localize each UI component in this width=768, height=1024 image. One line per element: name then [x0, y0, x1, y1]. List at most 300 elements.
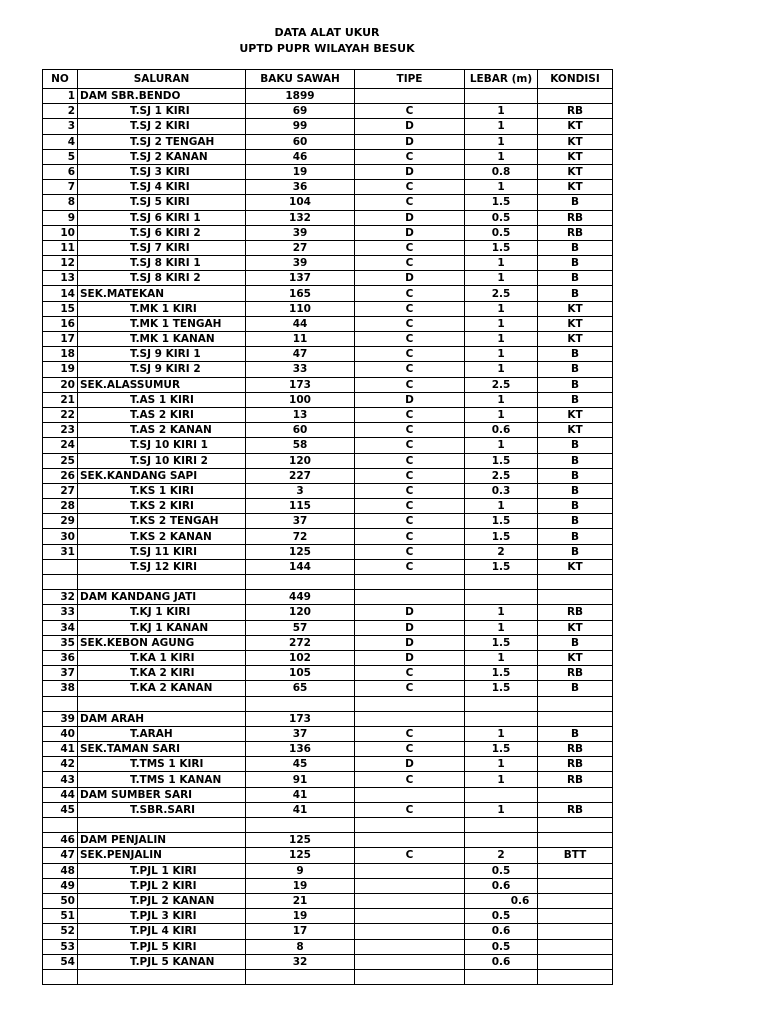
cell-baku-sawah	[246, 696, 355, 711]
table-row	[43, 605, 613, 620]
cell-baku-sawah: 8	[246, 939, 355, 954]
cell-no: 35	[43, 635, 78, 650]
cell-no: 12	[43, 256, 78, 271]
cell-baku-sawah: 9	[246, 863, 355, 878]
cell-kondisi	[538, 89, 613, 104]
cell-baku-sawah	[246, 818, 355, 833]
cell-saluran: T.SJ 9 KIRI 1	[78, 347, 246, 362]
cell-tipe: C	[355, 286, 465, 301]
cell-lebar: 0.5	[465, 939, 538, 954]
cell-lebar: 1	[465, 772, 538, 787]
cell-kondisi: KT	[538, 301, 613, 316]
cell-no: 23	[43, 423, 78, 438]
cell-tipe	[355, 818, 465, 833]
cell-lebar: 2	[465, 848, 538, 863]
table-row	[43, 89, 613, 104]
cell-saluran	[78, 969, 246, 984]
table-row	[43, 863, 613, 878]
table-row	[43, 468, 613, 483]
cell-saluran: T.KJ 1 KIRI	[78, 605, 246, 620]
cell-saluran: T.SJ 8 KIRI 2	[78, 271, 246, 286]
cell-tipe: C	[355, 848, 465, 863]
cell-saluran: T.KS 2 TENGAH	[78, 514, 246, 529]
cell-tipe	[355, 590, 465, 605]
cell-lebar: 2.5	[465, 286, 538, 301]
cell-kondisi	[538, 939, 613, 954]
table-row	[43, 681, 613, 696]
cell-kondisi: RB	[538, 104, 613, 119]
cell-lebar: 0.5	[465, 210, 538, 225]
cell-lebar: 1	[465, 180, 538, 195]
cell-tipe: D	[355, 620, 465, 635]
cell-baku-sawah: 60	[246, 134, 355, 149]
cell-baku-sawah: 21	[246, 893, 355, 908]
cell-lebar: 1.5	[465, 681, 538, 696]
cell-kondisi: B	[538, 377, 613, 392]
cell-lebar: 2.5	[465, 377, 538, 392]
cell-baku-sawah: 44	[246, 316, 355, 331]
cell-tipe: C	[355, 104, 465, 119]
table-row	[43, 909, 613, 924]
cell-tipe: C	[355, 468, 465, 483]
cell-lebar: 2.5	[465, 468, 538, 483]
cell-no: 45	[43, 802, 78, 817]
cell-lebar: 1	[465, 347, 538, 362]
cell-lebar: 0.3	[465, 483, 538, 498]
cell-saluran	[78, 575, 246, 590]
cell-lebar: 0.5	[465, 863, 538, 878]
cell-tipe: C	[355, 681, 465, 696]
cell-baku-sawah: 110	[246, 301, 355, 316]
cell-lebar	[465, 590, 538, 605]
table-row	[43, 924, 613, 939]
cell-lebar: 1.5	[465, 453, 538, 468]
cell-saluran: T.SBR.SARI	[78, 802, 246, 817]
cell-baku-sawah: 39	[246, 256, 355, 271]
cell-no: 29	[43, 514, 78, 529]
cell-baku-sawah: 125	[246, 833, 355, 848]
cell-kondisi: B	[538, 392, 613, 407]
cell-baku-sawah: 36	[246, 180, 355, 195]
table-row	[43, 104, 613, 119]
table-header-row	[43, 70, 613, 89]
cell-kondisi: KT	[538, 620, 613, 635]
table-row	[43, 893, 613, 908]
column-header-lebar: LEBAR (m)	[465, 70, 538, 89]
cell-kondisi: B	[538, 529, 613, 544]
cell-tipe	[355, 878, 465, 893]
cell-no: 46	[43, 833, 78, 848]
cell-no: 15	[43, 301, 78, 316]
cell-no	[43, 696, 78, 711]
cell-no: 13	[43, 271, 78, 286]
cell-lebar: 1	[465, 757, 538, 772]
cell-kondisi: B	[538, 483, 613, 498]
cell-baku-sawah	[246, 575, 355, 590]
cell-tipe: C	[355, 438, 465, 453]
cell-saluran: T.SJ 9 KIRI 2	[78, 362, 246, 377]
table-row	[43, 483, 613, 498]
table-row	[43, 559, 613, 574]
table-row	[43, 575, 613, 590]
cell-tipe: C	[355, 726, 465, 741]
table-body	[43, 89, 613, 985]
cell-saluran: DAM KANDANG JATI	[78, 590, 246, 605]
cell-saluran: T.SJ 4 KIRI	[78, 180, 246, 195]
cell-baku-sawah: 173	[246, 377, 355, 392]
cell-lebar: 1.5	[465, 240, 538, 255]
cell-lebar	[465, 696, 538, 711]
column-header-saluran: SALURAN	[78, 70, 246, 89]
cell-baku-sawah: 17	[246, 924, 355, 939]
cell-saluran: T.KS 2 KIRI	[78, 499, 246, 514]
cell-no: 54	[43, 954, 78, 969]
cell-tipe: D	[355, 225, 465, 240]
cell-tipe	[355, 711, 465, 726]
cell-kondisi: B	[538, 453, 613, 468]
cell-kondisi: RB	[538, 772, 613, 787]
cell-baku-sawah: 137	[246, 271, 355, 286]
cell-no: 49	[43, 878, 78, 893]
cell-kondisi: RB	[538, 742, 613, 757]
cell-no: 9	[43, 210, 78, 225]
cell-saluran: DAM ARAH	[78, 711, 246, 726]
cell-lebar: 1	[465, 726, 538, 741]
cell-kondisi: KT	[538, 164, 613, 179]
table-row	[43, 635, 613, 650]
cell-saluran: T.SJ 3 KIRI	[78, 164, 246, 179]
cell-kondisi: RB	[538, 225, 613, 240]
cell-no	[43, 969, 78, 984]
cell-kondisi	[538, 878, 613, 893]
cell-kondisi: B	[538, 195, 613, 210]
cell-lebar	[465, 833, 538, 848]
cell-kondisi	[538, 969, 613, 984]
cell-no: 26	[43, 468, 78, 483]
cell-kondisi: B	[538, 499, 613, 514]
cell-kondisi: B	[538, 240, 613, 255]
cell-baku-sawah: 46	[246, 149, 355, 164]
cell-saluran: T.PJL 1 KIRI	[78, 863, 246, 878]
cell-saluran: T.MK 1 KANAN	[78, 332, 246, 347]
cell-kondisi: KT	[538, 332, 613, 347]
cell-kondisi	[538, 818, 613, 833]
cell-no: 22	[43, 407, 78, 422]
cell-lebar: 0.6	[465, 924, 538, 939]
cell-lebar	[465, 818, 538, 833]
cell-no	[43, 818, 78, 833]
cell-tipe: C	[355, 362, 465, 377]
cell-tipe: D	[355, 210, 465, 225]
table-row	[43, 438, 613, 453]
cell-no	[43, 559, 78, 574]
table-row	[43, 225, 613, 240]
document-subtitle: UPTD PUPR WILAYAH BESUK	[239, 42, 415, 55]
cell-saluran: T.TMS 1 KIRI	[78, 757, 246, 772]
table-row	[43, 499, 613, 514]
cell-lebar: 1	[465, 499, 538, 514]
cell-baku-sawah: 37	[246, 514, 355, 529]
cell-no: 19	[43, 362, 78, 377]
table-row	[43, 666, 613, 681]
cell-lebar: 0.5	[465, 909, 538, 924]
cell-no: 24	[43, 438, 78, 453]
cell-no: 38	[43, 681, 78, 696]
cell-kondisi: RB	[538, 605, 613, 620]
cell-kondisi: KT	[538, 316, 613, 331]
cell-saluran: T.KA 2 KANAN	[78, 681, 246, 696]
cell-tipe	[355, 863, 465, 878]
cell-saluran: T.AS 1 KIRI	[78, 392, 246, 407]
table-row	[43, 240, 613, 255]
cell-baku-sawah: 69	[246, 104, 355, 119]
cell-lebar	[465, 787, 538, 802]
cell-baku-sawah: 104	[246, 195, 355, 210]
table-row	[43, 210, 613, 225]
table-row	[43, 453, 613, 468]
table-row	[43, 711, 613, 726]
cell-baku-sawah: 27	[246, 240, 355, 255]
cell-no: 10	[43, 225, 78, 240]
cell-baku-sawah: 132	[246, 210, 355, 225]
cell-baku-sawah: 19	[246, 878, 355, 893]
cell-baku-sawah: 91	[246, 772, 355, 787]
cell-tipe	[355, 833, 465, 848]
cell-lebar: 1.5	[465, 742, 538, 757]
cell-baku-sawah: 45	[246, 757, 355, 772]
cell-tipe: D	[355, 119, 465, 134]
cell-lebar: 1	[465, 407, 538, 422]
cell-no: 14	[43, 286, 78, 301]
table-row	[43, 514, 613, 529]
cell-lebar: 1	[465, 104, 538, 119]
cell-kondisi	[538, 924, 613, 939]
cell-tipe: D	[355, 650, 465, 665]
cell-tipe: D	[355, 134, 465, 149]
cell-kondisi: B	[538, 726, 613, 741]
cell-baku-sawah: 100	[246, 392, 355, 407]
cell-kondisi: B	[538, 544, 613, 559]
cell-kondisi: B	[538, 256, 613, 271]
cell-saluran: T.SJ 10 KIRI 2	[78, 453, 246, 468]
table-row	[43, 529, 613, 544]
cell-tipe: C	[355, 240, 465, 255]
table-row	[43, 878, 613, 893]
cell-tipe: D	[355, 164, 465, 179]
cell-no: 1	[43, 89, 78, 104]
cell-tipe: C	[355, 559, 465, 574]
table-row	[43, 362, 613, 377]
cell-kondisi: B	[538, 347, 613, 362]
cell-tipe: C	[355, 666, 465, 681]
cell-baku-sawah: 449	[246, 590, 355, 605]
cell-saluran: T.SJ 2 KIRI	[78, 119, 246, 134]
table-row	[43, 650, 613, 665]
cell-saluran: T.KA 1 KIRI	[78, 650, 246, 665]
cell-no: 11	[43, 240, 78, 255]
cell-saluran: SEK.KEBON AGUNG	[78, 635, 246, 650]
cell-baku-sawah: 125	[246, 848, 355, 863]
cell-no: 20	[43, 377, 78, 392]
cell-saluran: SEK.ALASSUMUR	[78, 377, 246, 392]
cell-baku-sawah: 19	[246, 909, 355, 924]
cell-kondisi: KT	[538, 134, 613, 149]
cell-lebar: 1	[465, 802, 538, 817]
cell-tipe: C	[355, 742, 465, 757]
cell-baku-sawah: 57	[246, 620, 355, 635]
cell-saluran	[78, 696, 246, 711]
cell-baku-sawah: 120	[246, 453, 355, 468]
cell-no: 41	[43, 742, 78, 757]
cell-lebar: 0.6	[465, 878, 538, 893]
cell-baku-sawah	[246, 969, 355, 984]
table-row	[43, 347, 613, 362]
cell-saluran: T.MK 1 KIRI	[78, 301, 246, 316]
cell-saluran: T.KS 2 KANAN	[78, 529, 246, 544]
table-row	[43, 407, 613, 422]
cell-kondisi: B	[538, 271, 613, 286]
cell-tipe	[355, 575, 465, 590]
cell-no: 39	[43, 711, 78, 726]
table-row	[43, 818, 613, 833]
cell-saluran: T.KS 1 KIRI	[78, 483, 246, 498]
table-row	[43, 802, 613, 817]
cell-tipe: C	[355, 377, 465, 392]
column-header-tipe: TIPE	[355, 70, 465, 89]
cell-tipe: C	[355, 332, 465, 347]
table-row	[43, 332, 613, 347]
cell-lebar	[465, 575, 538, 590]
cell-no: 51	[43, 909, 78, 924]
cell-baku-sawah: 165	[246, 286, 355, 301]
cell-saluran: T.PJL 4 KIRI	[78, 924, 246, 939]
cell-lebar: 1.5	[465, 514, 538, 529]
cell-tipe	[355, 969, 465, 984]
cell-no: 25	[43, 453, 78, 468]
column-header-kondisi: KONDISI	[538, 70, 613, 89]
cell-lebar: 1	[465, 149, 538, 164]
cell-tipe	[355, 924, 465, 939]
table-row	[43, 316, 613, 331]
cell-lebar: 1.5	[465, 529, 538, 544]
cell-lebar: 1	[465, 332, 538, 347]
cell-saluran: T.SJ 11 KIRI	[78, 544, 246, 559]
cell-lebar	[465, 969, 538, 984]
cell-baku-sawah: 136	[246, 742, 355, 757]
cell-baku-sawah: 125	[246, 544, 355, 559]
cell-saluran: T.PJL 3 KIRI	[78, 909, 246, 924]
cell-lebar: 1.5	[465, 635, 538, 650]
cell-kondisi	[538, 590, 613, 605]
column-header-baku-sawah: BAKU SAWAH	[246, 70, 355, 89]
cell-no: 52	[43, 924, 78, 939]
cell-kondisi	[538, 696, 613, 711]
cell-saluran	[78, 818, 246, 833]
cell-saluran: T.SJ 6 KIRI 2	[78, 225, 246, 240]
cell-saluran: T.KJ 1 KANAN	[78, 620, 246, 635]
cell-kondisi: RB	[538, 757, 613, 772]
cell-baku-sawah: 120	[246, 605, 355, 620]
cell-kondisi: RB	[538, 802, 613, 817]
cell-kondisi: KT	[538, 650, 613, 665]
table-row	[43, 423, 613, 438]
cell-tipe	[355, 954, 465, 969]
cell-baku-sawah: 173	[246, 711, 355, 726]
cell-tipe: C	[355, 529, 465, 544]
table-row	[43, 787, 613, 802]
cell-lebar: 1	[465, 605, 538, 620]
cell-baku-sawah: 11	[246, 332, 355, 347]
cell-lebar: 1	[465, 256, 538, 271]
table-row	[43, 286, 613, 301]
cell-baku-sawah: 65	[246, 681, 355, 696]
cell-baku-sawah: 1899	[246, 89, 355, 104]
cell-saluran: T.KA 2 KIRI	[78, 666, 246, 681]
cell-lebar: 1	[465, 362, 538, 377]
cell-lebar: 1	[465, 438, 538, 453]
cell-lebar: 1	[465, 650, 538, 665]
cell-saluran: T.SJ 12 KIRI	[78, 559, 246, 574]
cell-saluran: T.PJL 2 KANAN	[78, 893, 246, 908]
table-row	[43, 848, 613, 863]
cell-no: 37	[43, 666, 78, 681]
cell-no: 32	[43, 590, 78, 605]
cell-no: 50	[43, 893, 78, 908]
measurement-table	[42, 69, 613, 985]
cell-tipe: C	[355, 180, 465, 195]
cell-baku-sawah: 58	[246, 438, 355, 453]
cell-lebar: 1	[465, 134, 538, 149]
cell-saluran: DAM PENJALIN	[78, 833, 246, 848]
cell-kondisi: B	[538, 286, 613, 301]
table-row	[43, 180, 613, 195]
cell-baku-sawah: 99	[246, 119, 355, 134]
cell-saluran: T.SJ 6 KIRI 1	[78, 210, 246, 225]
cell-lebar: 1	[465, 392, 538, 407]
cell-no: 36	[43, 650, 78, 665]
cell-saluran: SEK.KANDANG SAPI	[78, 468, 246, 483]
cell-lebar: 2	[465, 544, 538, 559]
cell-saluran: T.PJL 5 KIRI	[78, 939, 246, 954]
cell-kondisi: B	[538, 681, 613, 696]
cell-lebar: 0.6	[465, 954, 538, 969]
cell-baku-sawah: 227	[246, 468, 355, 483]
cell-kondisi	[538, 863, 613, 878]
cell-lebar: 1.5	[465, 666, 538, 681]
cell-saluran: T.PJL 2 KIRI	[78, 878, 246, 893]
cell-no: 44	[43, 787, 78, 802]
cell-lebar: 1	[465, 620, 538, 635]
cell-kondisi	[538, 909, 613, 924]
cell-tipe: C	[355, 347, 465, 362]
cell-tipe: C	[355, 301, 465, 316]
cell-saluran: T.AS 2 KANAN	[78, 423, 246, 438]
cell-baku-sawah: 41	[246, 802, 355, 817]
cell-tipe	[355, 939, 465, 954]
cell-tipe: D	[355, 605, 465, 620]
cell-no: 18	[43, 347, 78, 362]
cell-tipe	[355, 909, 465, 924]
cell-tipe: C	[355, 316, 465, 331]
cell-saluran: T.ARAH	[78, 726, 246, 741]
cell-lebar	[465, 89, 538, 104]
cell-saluran: SEK.PENJALIN	[78, 848, 246, 863]
cell-baku-sawah: 32	[246, 954, 355, 969]
cell-lebar: 1.5	[465, 559, 538, 574]
cell-no: 21	[43, 392, 78, 407]
cell-tipe: C	[355, 483, 465, 498]
cell-baku-sawah: 105	[246, 666, 355, 681]
